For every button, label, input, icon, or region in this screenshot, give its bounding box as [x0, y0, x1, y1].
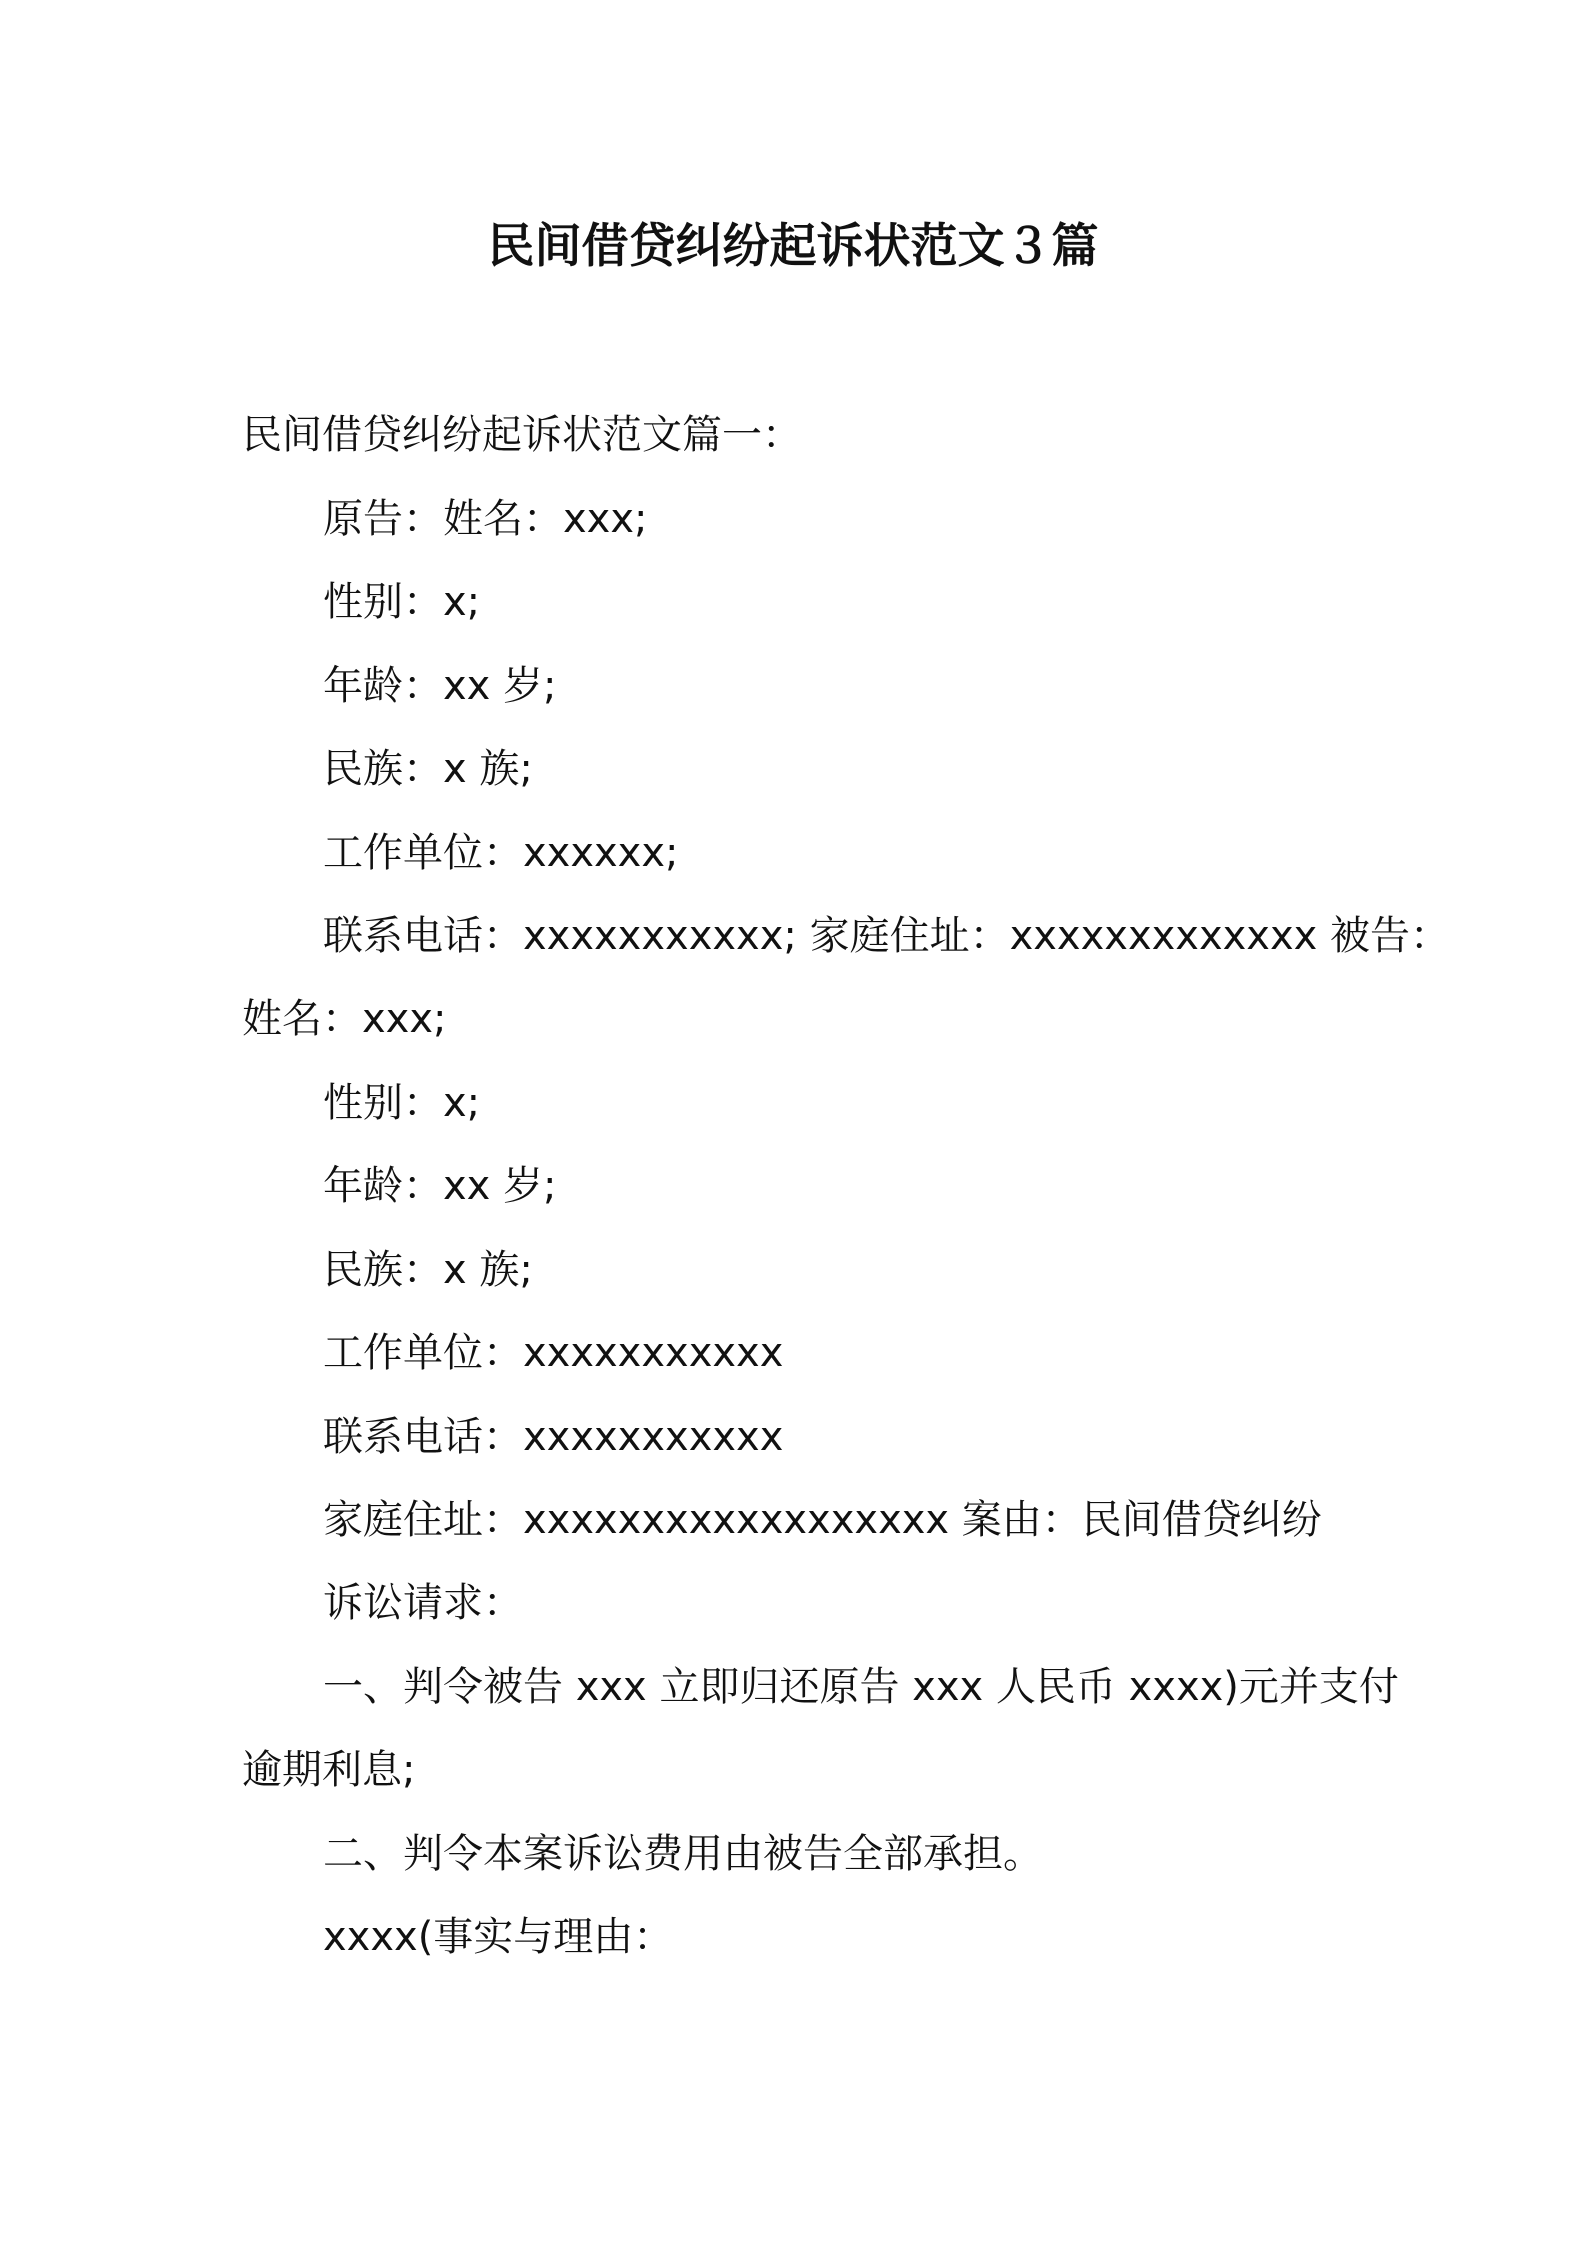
document-title: 民间借贷纠纷起诉状范文３篇 — [487, 219, 1099, 274]
claim-two-line: 二、判令本案诉讼费用由被告全部承担。 — [323, 1831, 1043, 1877]
plaintiff-employer-line: 工作单位：xxxxxx; — [323, 830, 679, 876]
claims-heading: 诉讼请求： — [323, 1580, 523, 1626]
section-heading: 民间借贷纠纷起诉状范文篇一： — [242, 412, 802, 458]
claim-one-line: 一、判令被告 xxx 立即归还原告 xxx 人民币 xxxx)元并支付 — [323, 1664, 1399, 1710]
plaintiff-age-line: 年龄：xx 岁; — [323, 663, 557, 709]
claim-one-continuation: 逾期利息; — [242, 1747, 416, 1793]
plaintiff-ethnicity-line: 民族：x 族; — [323, 746, 533, 792]
plaintiff-gender-line: 性别：x; — [323, 579, 481, 625]
facts-heading: xxxx(事实与理由： — [323, 1914, 674, 1960]
defendant-address-line: 家庭住址：xxxxxxxxxxxxxxxxxx 案由：民间借贷纠纷 — [323, 1497, 1322, 1543]
plaintiff-contact-line: 联系电话：xxxxxxxxxxx; 家庭住址：xxxxxxxxxxxxx 被告： — [323, 913, 1451, 959]
plaintiff-name-line: 原告：姓名：xxx; — [323, 496, 648, 542]
defendant-gender-line: 性别：x; — [323, 1080, 481, 1126]
defendant-age-line: 年龄：xx 岁; — [323, 1163, 557, 1209]
defendant-employer-line: 工作单位：xxxxxxxxxxx — [323, 1330, 784, 1376]
defendant-phone-line: 联系电话：xxxxxxxxxxx — [323, 1414, 784, 1460]
defendant-name-line: 姓名：xxx; — [242, 996, 447, 1042]
defendant-ethnicity-line: 民族：x 族; — [323, 1247, 533, 1293]
